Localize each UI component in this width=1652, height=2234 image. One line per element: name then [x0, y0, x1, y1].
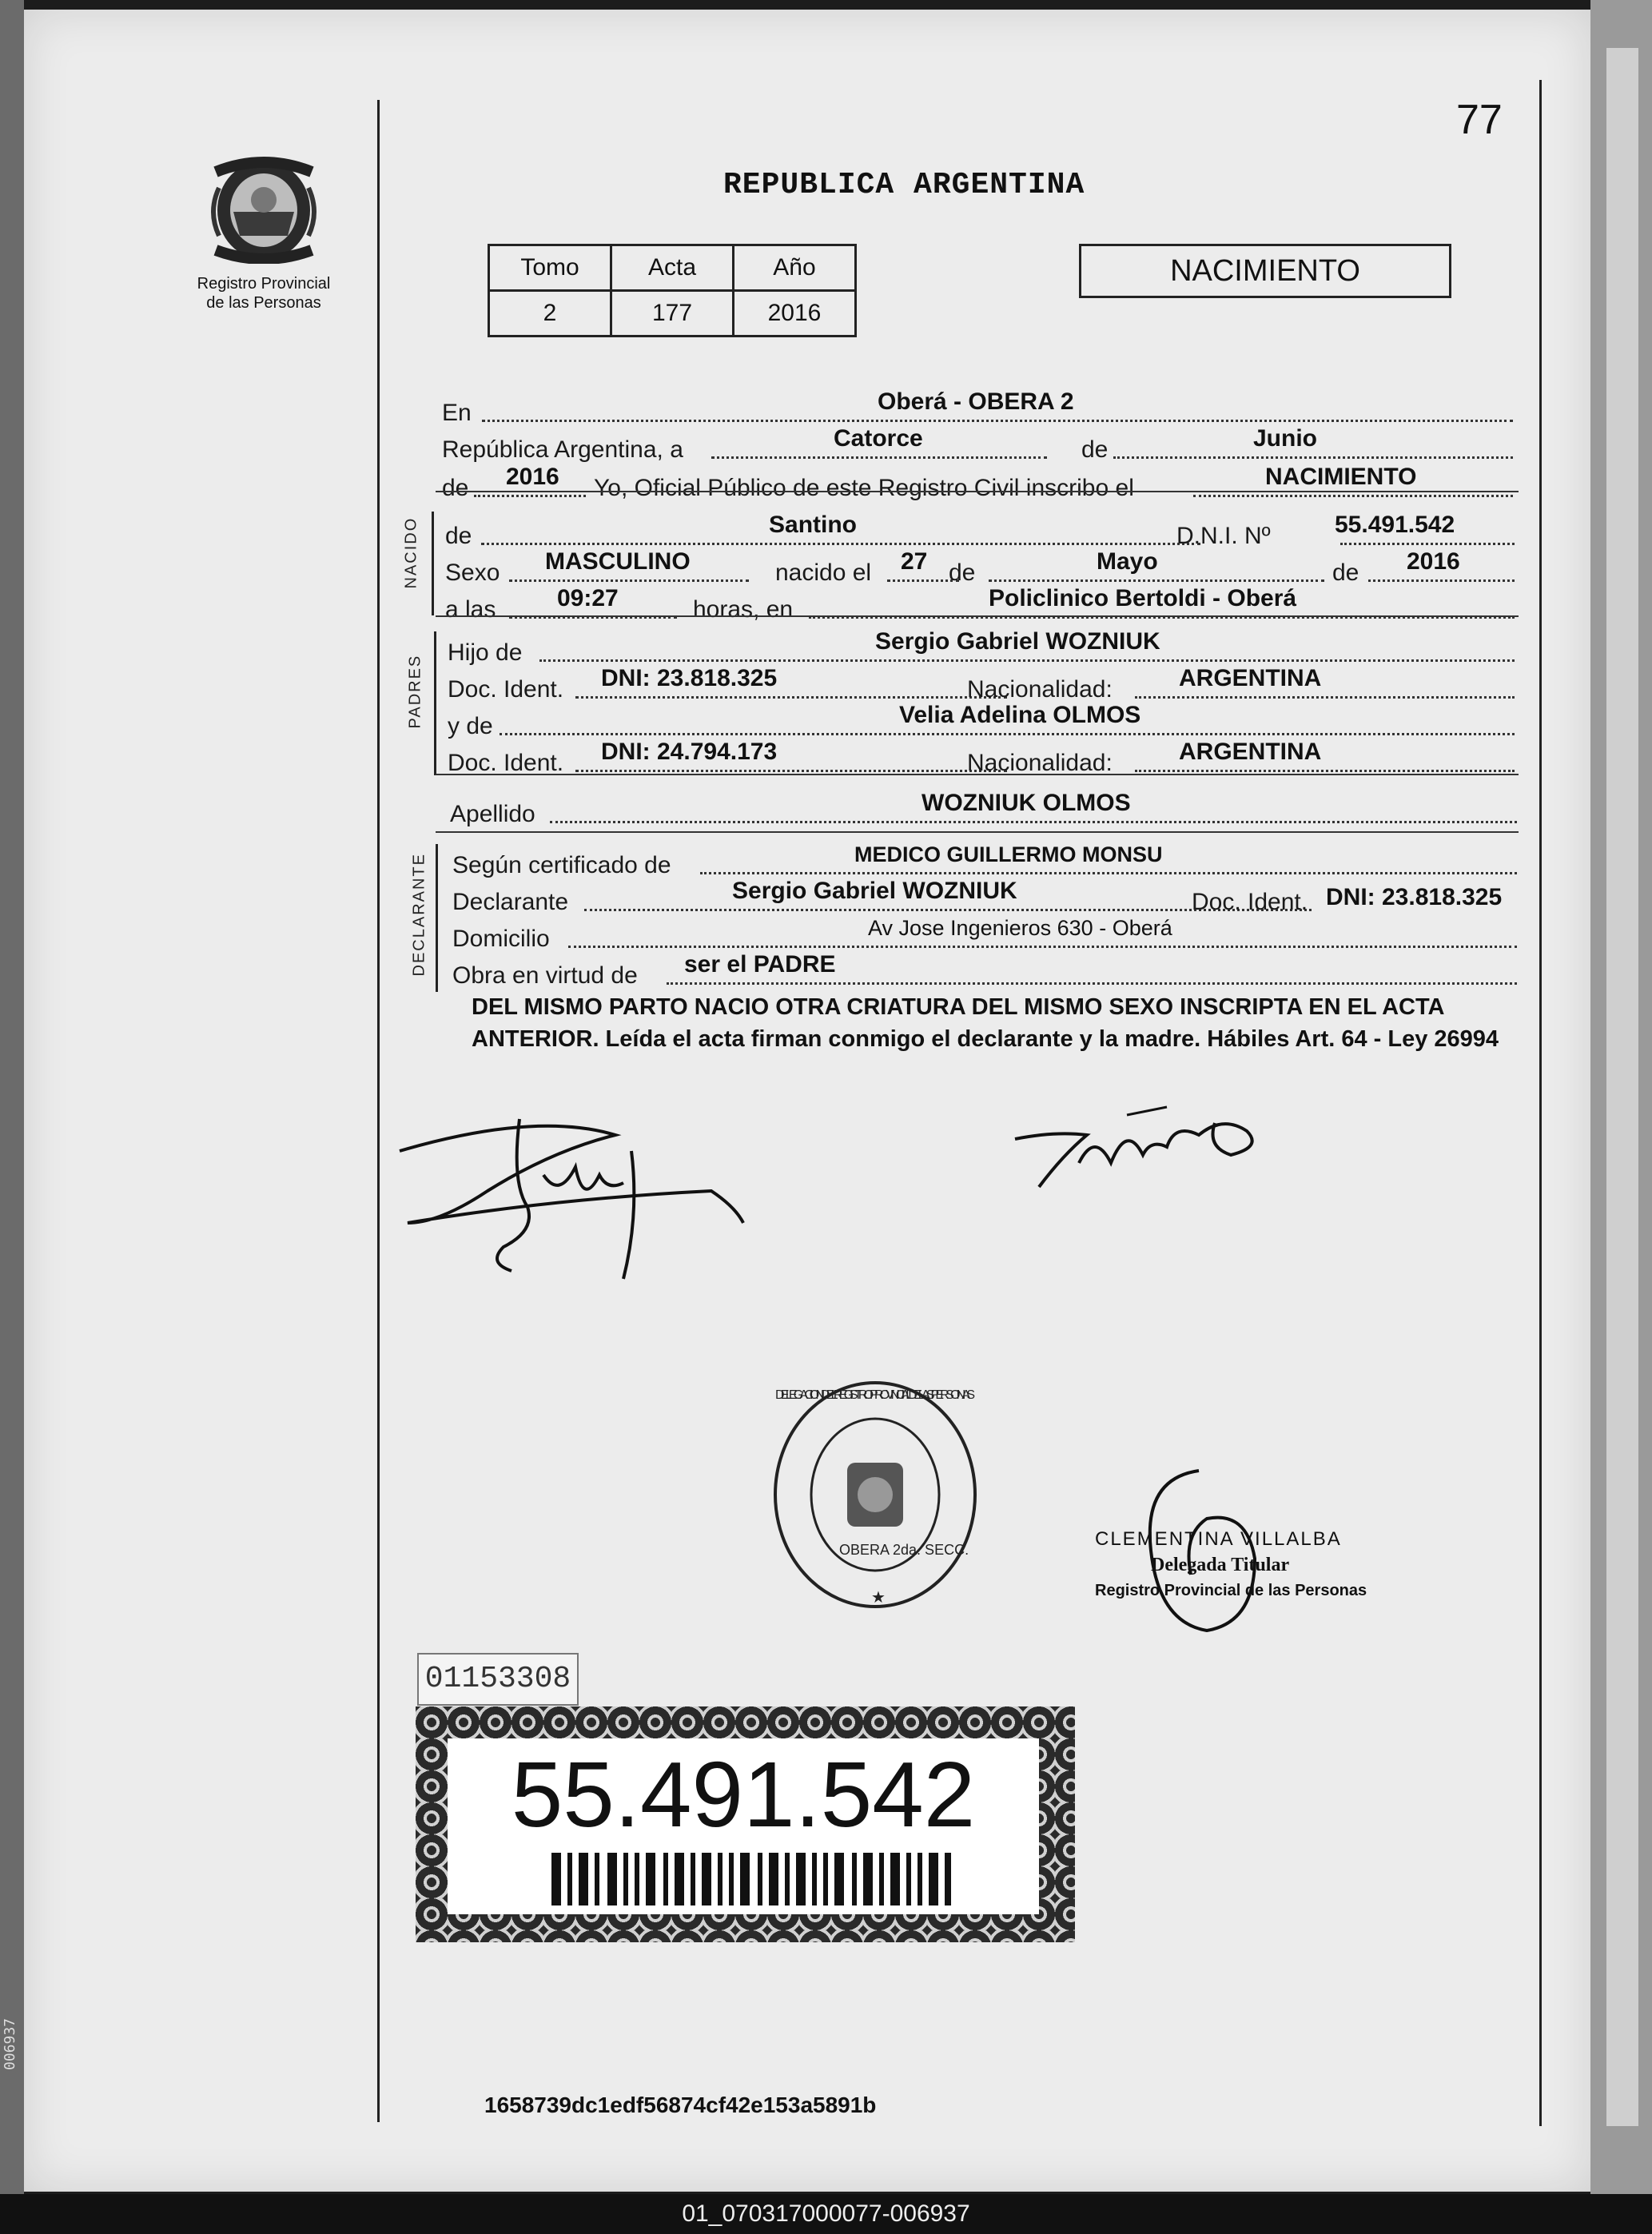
decl-doc: DNI: 23.818.325	[1326, 884, 1503, 910]
value-tomo: 2	[489, 291, 611, 336]
row-nacido-name	[445, 513, 1515, 550]
mother-nac-label: Nacionalidad:	[967, 750, 1113, 776]
official-title: Delegada Titular	[1151, 1555, 1290, 1575]
official-block	[1095, 1527, 1367, 1603]
de-label: de	[1081, 436, 1109, 463]
father-doc: DNI: 23.818.325	[601, 665, 778, 691]
mother-name: Velia Adelina OLMOS	[899, 702, 1141, 728]
de-label-2: de	[949, 559, 976, 586]
en-label: En	[442, 400, 472, 426]
birth-year: 2016	[1407, 548, 1460, 575]
page-number: 77	[1456, 97, 1503, 143]
footer-id: 01_070317000077-006937	[0, 2194, 1652, 2234]
padres-label: PADRES	[406, 654, 424, 729]
obra-value: ser el PADRE	[684, 951, 836, 978]
header-ano: Año	[734, 245, 856, 291]
row-father-doc	[448, 667, 1515, 703]
document-title: REPUBLICA ARGENTINA	[723, 168, 1085, 202]
dom-label: Domicilio	[452, 926, 550, 952]
row-year	[442, 465, 1513, 502]
registry-line2: de las Personas	[206, 294, 321, 312]
cert-label: Según certificado de	[452, 852, 671, 878]
father-doc-label: Doc. Ident.	[448, 676, 564, 703]
en-value: Oberá - OBERA 2	[878, 388, 1074, 415]
obra-label: Obra en virtud de	[452, 962, 638, 989]
father-name: Sergio Gabriel WOZNIUK	[875, 628, 1160, 655]
row-sexo	[445, 550, 1515, 587]
sexo-label: Sexo	[445, 559, 500, 586]
father-nationality: ARGENTINA	[1179, 665, 1322, 691]
republica-label: República Argentina, a	[442, 436, 683, 463]
month-value: Junio	[1253, 425, 1317, 452]
right-edge	[1590, 0, 1652, 2194]
row-yde	[448, 703, 1515, 740]
header-acta: Acta	[611, 245, 734, 291]
row-republica	[442, 427, 1513, 464]
left-edge	[0, 0, 24, 2194]
mother-doc-label: Doc. Ident.	[448, 750, 564, 776]
mother-doc: DNI: 24.794.173	[601, 739, 778, 765]
svg-text:★: ★	[871, 1589, 886, 1607]
day-value: Catorce	[834, 425, 923, 452]
alas-label: a las	[445, 596, 496, 623]
doc-type-box: NACIMIENTO	[1079, 244, 1451, 298]
declarante-label: DECLARANTE	[410, 853, 428, 977]
document-hash: 1658739dc1edf56874cf42e153a5891b	[484, 2093, 877, 2117]
row-en	[442, 390, 1513, 427]
left-margin-line	[377, 100, 380, 2122]
birth-time: 09:27	[557, 585, 619, 611]
year-value: 2016	[506, 464, 559, 490]
apellido-value: WOZNIUK OLMOS	[922, 790, 1131, 816]
decl-name: Sergio Gabriel WOZNIUK	[732, 878, 1017, 904]
mother-nationality: ARGENTINA	[1179, 739, 1322, 765]
registry-stamp	[767, 1375, 983, 1615]
de-label-3: de	[1332, 559, 1359, 586]
sexo-value: MASCULINO	[545, 548, 691, 575]
child-name: Santino	[769, 512, 857, 538]
row-declarante	[452, 879, 1517, 916]
row-cert	[452, 842, 1517, 879]
serial-number: 01153308	[417, 1653, 579, 1706]
row-apellido	[450, 791, 1517, 828]
nacido-label: NACIDO	[402, 516, 420, 589]
official-office: Registro Provincial de las Personas	[1095, 1582, 1367, 1599]
father-nac-label: Nacionalidad:	[967, 676, 1113, 703]
row-mother-doc	[448, 740, 1515, 777]
year-prefix: de	[442, 475, 469, 501]
nacido-de-label: de	[445, 523, 472, 549]
horas-label: horas, en	[693, 596, 794, 623]
apellido-label: Apellido	[450, 801, 535, 827]
row-obra	[452, 953, 1517, 990]
yde-label: y de	[448, 713, 493, 739]
row-domicilio	[452, 916, 1517, 953]
cert-value: MEDICO GUILLERMO MONSU	[854, 842, 1163, 866]
yo-text: Yo, Oficial Público de este Registro Civil inscribo el	[594, 475, 1134, 501]
decl-label: Declarante	[452, 889, 569, 915]
value-ano: 2016	[734, 291, 856, 336]
row-time	[445, 587, 1515, 623]
child-dni: 55.491.542	[1335, 512, 1455, 538]
inscribe-value: NACIMIENTO	[1265, 464, 1417, 490]
seal-emblem-icon	[184, 156, 344, 264]
decl-doc-label: Doc. Ident.	[1192, 889, 1308, 915]
registry-line1: Registro Provincial	[197, 275, 331, 293]
value-acta: 177	[611, 291, 734, 336]
right-margin-line	[1539, 80, 1542, 2126]
header-tomo: Tomo	[489, 245, 611, 291]
acta-table	[488, 244, 857, 337]
hijo-label: Hijo de	[448, 639, 523, 666]
edge-label: 006937	[2, 2017, 18, 2070]
province-seal	[184, 156, 344, 313]
barcode-icon	[551, 1853, 951, 1905]
stamp-inner-text: OBERA 2da. SECC.	[839, 1542, 969, 1558]
nacido-el-label: nacido el	[775, 559, 872, 586]
birth-day: 27	[901, 548, 928, 575]
dom-value: Av Jose Ingenieros 630 - Oberá	[868, 916, 1172, 940]
dni-label: D.N.I. Nº	[1176, 523, 1271, 549]
id-number: 55.491.542	[511, 1742, 976, 1846]
left-signature	[392, 1103, 759, 1287]
stamp-ring-text: DELEGACION DEL REGISTRO PROVINCIAL DE LAS PERSONAS	[775, 1388, 976, 1402]
right-signature	[1007, 1099, 1271, 1203]
note-paragraph: DEL MISMO PARTO NACIO OTRA CRIATURA DEL MISMO SEXO INSCRIPTA EN EL ACTA ANTERIOR. Leída el acta firman conmigo el declarante y la madre. Hábiles Art. 64 - Ley 26994	[472, 994, 1499, 1052]
birth-place: Policlinico Bertoldi - Oberá	[989, 585, 1297, 611]
birth-month: Mayo	[1097, 548, 1158, 575]
row-hijo	[448, 630, 1515, 667]
official-name: CLEMENTINA VILLALBA	[1095, 1528, 1342, 1550]
